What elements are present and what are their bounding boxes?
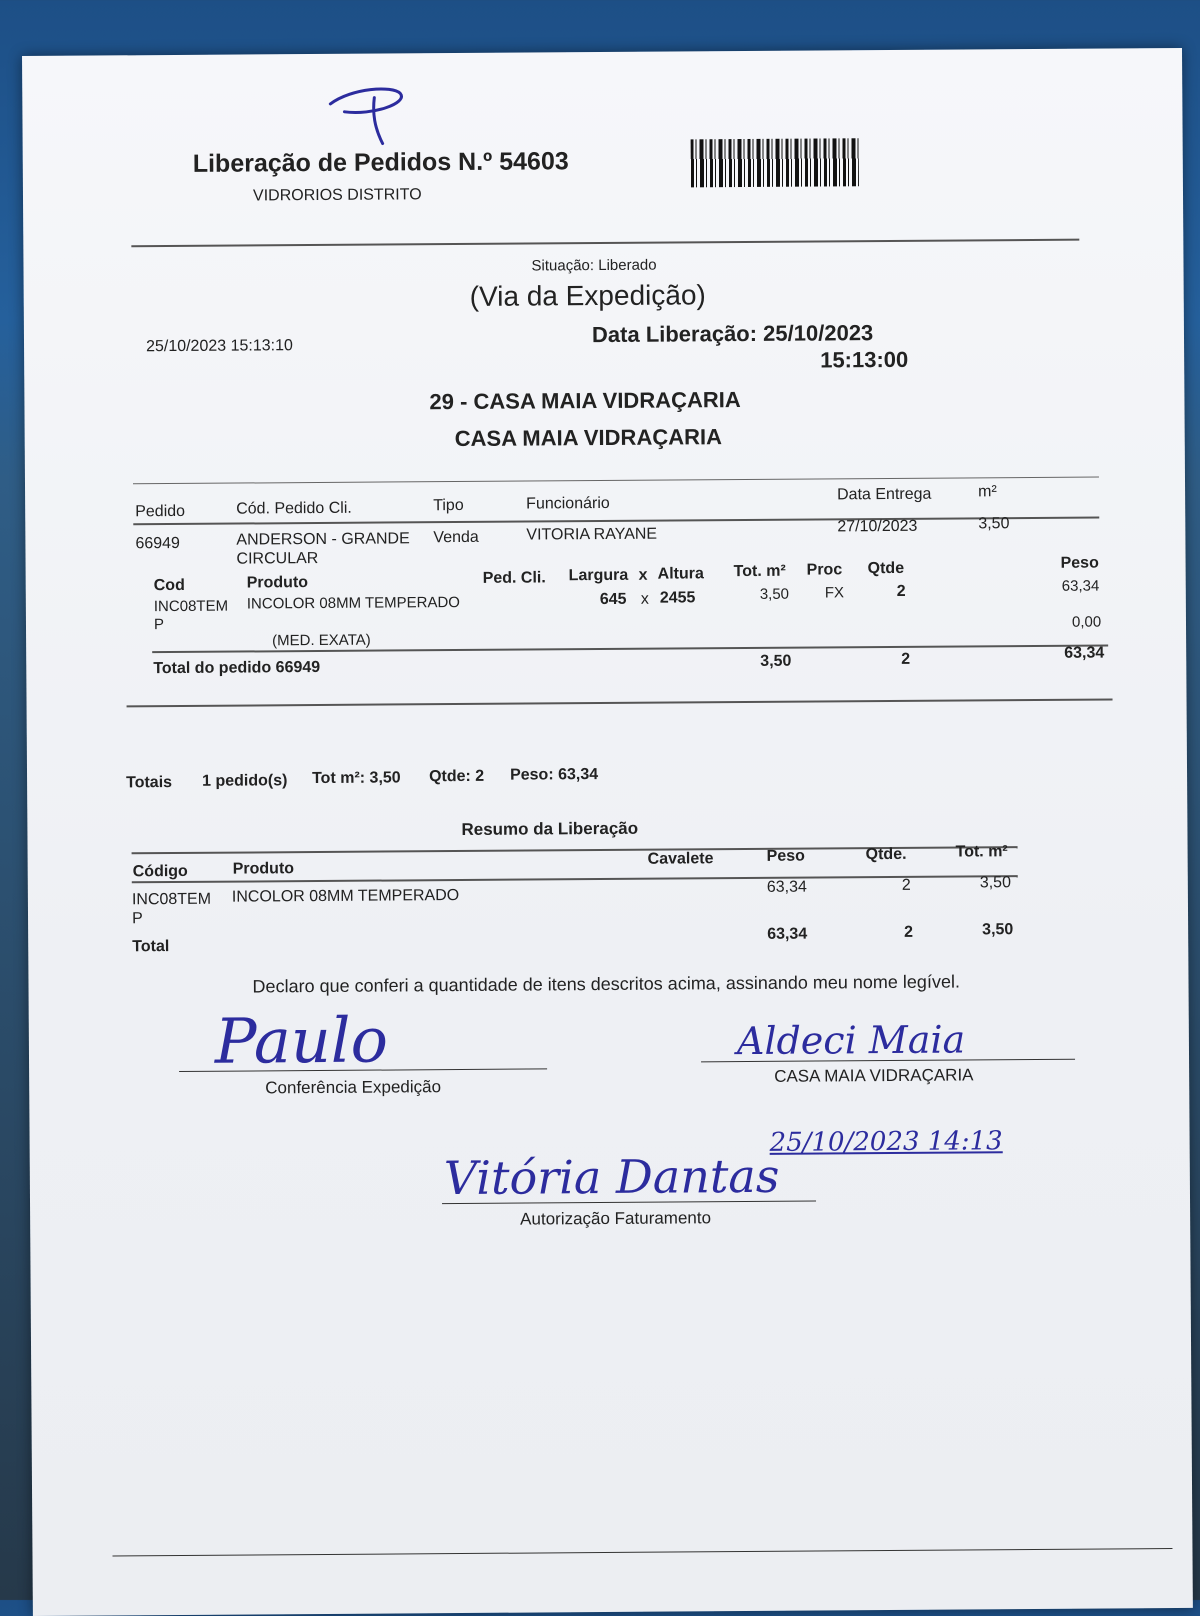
signature-conference: Paulo [214, 1003, 389, 1078]
release-time: 15:13:00 [820, 346, 909, 373]
print-datetime: 25/10/2023 15:13:10 [145, 337, 293, 356]
company-name: VIDRORIOS DISTRITO [252, 186, 422, 205]
handwritten-datetime: 25/10/2023 14:13 [769, 1126, 1003, 1158]
document-title: Liberação de Pedidos N.º 54603 [192, 147, 569, 178]
item-code-line-2: P [153, 616, 165, 634]
summary-peso: 63,34 [766, 878, 807, 896]
summary-product: INCOLOR 08MM TEMPERADO [231, 887, 460, 906]
summary-code-line-2: P [131, 910, 143, 928]
col-header-m2: m² [978, 483, 997, 501]
order-table-top-line [133, 477, 1099, 485]
client-line-2: CASA MAIA VIDRAÇARIA [454, 424, 723, 452]
summary-total-peso: 63,34 [767, 925, 808, 943]
col-header-tipo: Tipo [433, 496, 464, 515]
totals-label: Totais [126, 774, 173, 792]
order-total-m2: 3,50 [760, 652, 792, 670]
summary-header-produto: Produto [232, 860, 295, 878]
item-obs: (MED. EXATA) [272, 631, 371, 650]
summary-total-tot-m2: 3,50 [982, 921, 1014, 939]
item-header-x: x [638, 566, 648, 584]
order-total-qtde: 2 [901, 650, 911, 668]
item-header-altura: Altura [657, 565, 704, 583]
totals-m2: Tot m²: 3,50 [312, 769, 401, 788]
summary-header-codigo: Código [132, 862, 188, 881]
order-total-label: Total do pedido 66949 [153, 658, 321, 678]
col-header-funcionario: Funcionário [526, 494, 610, 513]
client-order-code-line-1: ANDERSON - GRANDE [236, 530, 410, 549]
item-header-proc: Proc [806, 561, 843, 579]
summary-qtde: 2 [901, 876, 911, 894]
client-line-1: 29 - CASA MAIA VIDRAÇARIA [429, 387, 741, 415]
item-peso-extra: 0,00 [1071, 613, 1102, 631]
item-header-cod: Cod [153, 576, 185, 595]
order-type: Venda [433, 528, 479, 547]
item-header-qtde: Qtde [867, 559, 905, 578]
item-altura: 2455 [659, 589, 696, 607]
item-header-largura: Largura [568, 566, 629, 585]
col-header-pedido: Pedido [135, 502, 186, 521]
item-x-sep: x [640, 590, 649, 608]
client-order-code-line-2: CIRCULAR [236, 549, 319, 568]
summary-code-line-1: INC08TEM [131, 890, 212, 909]
item-qtde: 2 [896, 582, 906, 600]
item-header-peso: Peso [1060, 554, 1099, 572]
order-table-bottom-line [127, 698, 1113, 707]
summary-header-tot-m2: Tot. m² [955, 843, 1008, 861]
summary-total-label: Total [132, 938, 170, 956]
copy-label: (Via da Expedição) [469, 279, 706, 312]
item-product: INCOLOR 08MM TEMPERADO [246, 594, 460, 613]
totals-peso: Peso: 63,34 [509, 766, 599, 784]
totals-pedidos: 1 pedido(s) [202, 772, 288, 790]
release-date: Data Liberação: 25/10/2023 [591, 320, 874, 348]
item-header-produto: Produto [246, 574, 309, 592]
signature-label-billing: Autorização Faturamento [520, 1208, 712, 1229]
item-peso: 63,34 [1061, 577, 1100, 595]
summary-tot-m2: 3,50 [979, 874, 1012, 892]
handwritten-p-mark [322, 81, 412, 152]
col-header-cod-cli: Cód. Pedido Cli. [236, 499, 352, 518]
signature-label-conference: Conferência Expedição [265, 1077, 442, 1098]
footer-line [112, 1548, 1172, 1556]
summary-header-qtde: Qtde. [865, 845, 907, 864]
signature-label-client: CASA MAIA VIDRAÇARIA [774, 1065, 974, 1086]
status-text: Situação: Liberado [531, 256, 657, 275]
summary-header-cavalete: Cavalete [647, 850, 714, 868]
order-number: 66949 [135, 534, 180, 553]
item-header-ped-cli: Ped. Cli. [482, 569, 546, 587]
totals-qtde: Qtde: 2 [428, 767, 485, 786]
item-largura: 645 [599, 590, 627, 609]
item-code-line-1: INC08TEM [153, 597, 229, 616]
order-m2: 3,50 [978, 515, 1010, 533]
order-total-peso: 63,34 [1064, 644, 1105, 662]
declaration-text: Declaro que conferi a quantidade de itens descritos acima, assinando meu nome legível. [252, 971, 960, 997]
item-header-tot-m2: Tot. m² [733, 562, 786, 581]
header-divider [131, 239, 1079, 248]
delivery-date: 27/10/2023 [837, 517, 918, 536]
item-tot-m2: 3,50 [759, 585, 790, 603]
col-header-data-entrega: Data Entrega [837, 485, 932, 504]
document-page [22, 48, 1193, 1616]
summary-header-peso: Peso [766, 847, 805, 865]
item-proc: FX [824, 584, 845, 602]
barcode [691, 138, 859, 187]
signature-client: Aldeci Maia [736, 1017, 966, 1064]
order-employee: VITORIA RAYANE [526, 525, 658, 544]
signature-billing: Vitória Dantas [443, 1148, 780, 1206]
summary-title: Resumo da Liberação [461, 818, 639, 840]
summary-total-qtde: 2 [904, 923, 914, 941]
